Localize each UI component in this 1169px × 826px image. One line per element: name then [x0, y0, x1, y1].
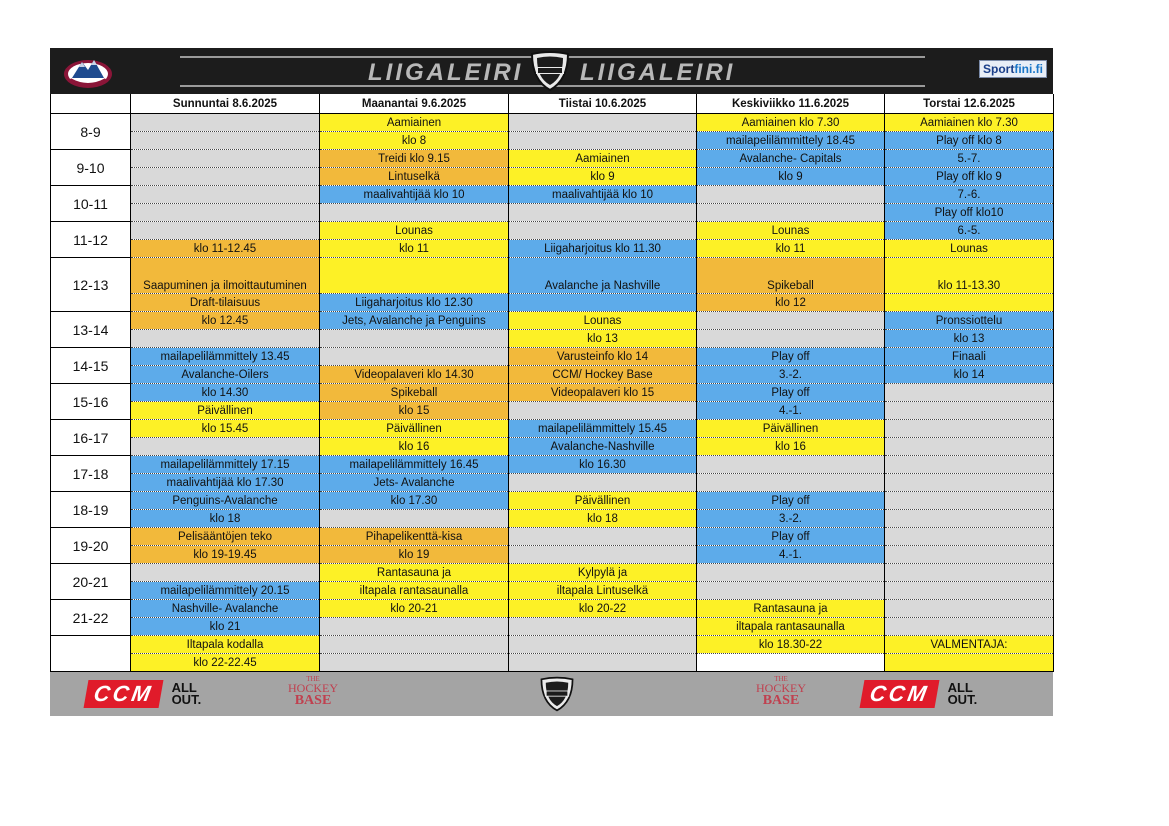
schedule-cell: Kylpylä ja — [509, 564, 697, 582]
schedule-cell — [131, 204, 320, 222]
day-header: Tiistai 10.6.2025 — [509, 94, 697, 114]
schedule-cell — [885, 654, 1054, 672]
schedule-cell: Jets, Avalanche ja Penguins — [320, 312, 509, 330]
time-slot-label: 21-22 — [51, 600, 131, 636]
schedule-cell — [320, 636, 509, 654]
time-slot-label: 8-9 — [51, 114, 131, 150]
schedule-cell: klo 14.30 — [131, 384, 320, 402]
schedule-cell — [509, 474, 697, 492]
schedule-cell — [885, 438, 1054, 456]
schedule-cell — [697, 204, 885, 222]
schedule-cell — [320, 330, 509, 348]
schedule-cell: Play off — [697, 492, 885, 510]
schedule-cell: klo 14 — [885, 366, 1054, 384]
schedule-row — [51, 510, 1054, 528]
schedule-row — [51, 546, 1054, 564]
schedule-cell: klo 21 — [131, 618, 320, 636]
schedule-cell: klo 9 — [697, 168, 885, 186]
schedule-cell — [509, 654, 697, 672]
schedule-cell: 3.-2. — [697, 366, 885, 384]
schedule-cell — [697, 564, 885, 582]
schedule-row — [51, 654, 1054, 672]
schedule-cell: iltapala Lintuselkä — [509, 582, 697, 600]
schedule-cell: Play off klo 8 — [885, 132, 1054, 150]
day-header: Keskiviikko 11.6.2025 — [697, 94, 885, 114]
schedule-cell: 3.-2. — [697, 510, 885, 528]
time-slot-label: 15-16 — [51, 384, 131, 420]
schedule-row — [51, 438, 1054, 456]
schedule-cell: Draft-tilaisuus — [131, 294, 320, 312]
schedule-cell — [885, 402, 1054, 420]
schedule-cell: klo 16.30 — [509, 456, 697, 474]
schedule-cell: Jets- Avalanche — [320, 474, 509, 492]
schedule-cell: klo 11 — [697, 240, 885, 258]
time-slot-label: 12-13 — [51, 258, 131, 312]
schedule-row — [51, 474, 1054, 492]
schedule-cell: klo 20-22 — [509, 600, 697, 618]
schedule-row — [51, 492, 1054, 510]
schedule-row — [51, 384, 1054, 402]
schedule-cell: Iltapala kodalla — [131, 636, 320, 654]
schedule-cell: iltapala rantasaunalla — [697, 618, 885, 636]
schedule-cell — [320, 204, 509, 222]
schedule-row — [51, 186, 1054, 204]
schedule-row — [51, 132, 1054, 150]
schedule-cell: Pronssiottelu — [885, 312, 1054, 330]
nhl-shield-icon — [538, 675, 576, 718]
schedule-cell: 7.-6. — [885, 186, 1054, 204]
time-slot-label: 13-14 — [51, 312, 131, 348]
hockey-base-line2: HOCKEY — [756, 681, 806, 695]
schedule-cell: Videopalaveri klo 14.30 — [320, 366, 509, 384]
schedule-cell: Play off klo10 — [885, 204, 1054, 222]
schedule-cell: Lounas — [509, 312, 697, 330]
schedule-cell — [320, 348, 509, 366]
schedule-cell — [885, 564, 1054, 582]
schedule-cell — [509, 546, 697, 564]
ccm-tagline — [172, 682, 202, 706]
time-slot-label: 14-15 — [51, 348, 131, 384]
schedule-row — [51, 618, 1054, 636]
schedule-cell — [131, 330, 320, 348]
schedule-cell: Videopalaveri klo 15 — [509, 384, 697, 402]
schedule-row — [51, 528, 1054, 546]
title-right: LIIGALEIRI — [580, 59, 736, 86]
schedule-cell: klo 9 — [509, 168, 697, 186]
nhl-shield-icon — [528, 50, 572, 97]
schedule-cell: Lounas — [885, 240, 1054, 258]
schedule-cell: klo 19-19.45 — [131, 546, 320, 564]
schedule-row — [51, 420, 1054, 438]
schedule-cell: Varusteinfo klo 14 — [509, 348, 697, 366]
schedule-cell: Saapuminen ja ilmoittautuminen — [131, 258, 320, 294]
schedule-cell — [697, 582, 885, 600]
sponsor-footer — [50, 672, 1053, 716]
schedule-cell: mailapelilämmittely 20.15 — [131, 582, 320, 600]
schedule-cell: klo 15.45 — [131, 420, 320, 438]
schedule-cell — [509, 528, 697, 546]
schedule-cell — [320, 510, 509, 528]
sportfini-logo — [979, 60, 1047, 78]
schedule-cell — [131, 222, 320, 240]
ccm-tagline-line1: ALL — [171, 680, 197, 695]
schedule-cell: klo 16 — [320, 438, 509, 456]
schedule-cell: Play off klo 9 — [885, 168, 1054, 186]
schedule-cell: Finaali — [885, 348, 1054, 366]
schedule-table — [50, 94, 1054, 672]
schedule-cell — [885, 600, 1054, 618]
schedule-cell: CCM/ Hockey Base — [509, 366, 697, 384]
schedule-cell: Rantasauna ja — [697, 600, 885, 618]
time-slot-label: 10-11 — [51, 186, 131, 222]
ccm-logo-left — [86, 680, 201, 708]
schedule-cell: klo 13 — [509, 330, 697, 348]
schedule-cell: 4.-1. — [697, 402, 885, 420]
schedule-cell: Treidi klo 9.15 — [320, 150, 509, 168]
schedule-cell — [131, 150, 320, 168]
schedule-cell: Play off — [697, 528, 885, 546]
schedule-cell: 6.-5. — [885, 222, 1054, 240]
schedule-cell — [885, 582, 1054, 600]
schedule-cell: Nashville- Avalanche — [131, 600, 320, 618]
schedule-cell — [320, 654, 509, 672]
schedule-cell — [131, 186, 320, 204]
schedule-row — [51, 114, 1054, 132]
schedule-cell: Päivällinen — [131, 402, 320, 420]
schedule-cell: Play off — [697, 348, 885, 366]
schedule-cell — [885, 528, 1054, 546]
schedule-row — [51, 222, 1054, 240]
schedule-cell: maalivahtijää klo 17.30 — [131, 474, 320, 492]
schedule-row — [51, 636, 1054, 654]
schedule-cell: Penguins-Avalanche — [131, 492, 320, 510]
day-header: Torstai 12.6.2025 — [885, 94, 1054, 114]
schedule-cell: Lintuselkä — [320, 168, 509, 186]
schedule-cell — [509, 114, 697, 132]
schedule-cell: Päivällinen — [697, 420, 885, 438]
schedule-cell: klo 12.45 — [131, 312, 320, 330]
schedule-cell — [885, 456, 1054, 474]
schedule-cell: klo 11-13.30 — [885, 258, 1054, 294]
hockey-base-line3: BASE — [294, 693, 332, 708]
day-header: Maanantai 9.6.2025 — [320, 94, 509, 114]
schedule-row — [51, 456, 1054, 474]
schedule-row — [51, 330, 1054, 348]
schedule-cell: mailapelilämmittely 16.45 — [320, 456, 509, 474]
schedule-cell — [131, 168, 320, 186]
schedule-cell: mailapelilämmittely 15.45 — [509, 420, 697, 438]
schedule-row — [51, 240, 1054, 258]
schedule-row — [51, 150, 1054, 168]
schedule-cell — [697, 474, 885, 492]
schedule-cell — [131, 114, 320, 132]
time-slot-label: 16-17 — [51, 420, 131, 456]
schedule-cell: Pelisääntöjen teko — [131, 528, 320, 546]
day-header: Sunnuntai 8.6.2025 — [131, 94, 320, 114]
schedule-row — [51, 204, 1054, 222]
schedule-cell — [509, 132, 697, 150]
schedule-cell — [509, 222, 697, 240]
schedule-cell: Spikeball — [320, 384, 509, 402]
schedule-cell: maalivahtijää klo 10 — [509, 186, 697, 204]
schedule-cell: Spikeball — [697, 258, 885, 294]
schedule-cell: iltapala rantasaunalla — [320, 582, 509, 600]
schedule-cell — [697, 330, 885, 348]
schedule-cell — [509, 294, 697, 312]
schedule-cell — [885, 420, 1054, 438]
schedule-cell: Pihapelikenttä-kisa — [320, 528, 509, 546]
schedule-row — [51, 258, 1054, 294]
ccm-tagline-line1: ALL — [947, 680, 973, 695]
schedule-cell — [885, 546, 1054, 564]
schedule-cell — [885, 474, 1054, 492]
ccm-tagline-line2: OUT. — [947, 692, 978, 707]
ccm-logo-right — [862, 680, 977, 708]
schedule-cell: 4.-1. — [697, 546, 885, 564]
schedule-cell: Play off — [697, 384, 885, 402]
schedule-row — [51, 402, 1054, 420]
schedule-cell: Aamiainen klo 7.30 — [885, 114, 1054, 132]
schedule-cell: maalivahtijää klo 10 — [320, 186, 509, 204]
schedule-cell: Rantasauna ja — [320, 564, 509, 582]
schedule-cell — [131, 438, 320, 456]
schedule-cell — [885, 492, 1054, 510]
schedule-cell: Lounas — [320, 222, 509, 240]
schedule-row — [51, 348, 1054, 366]
schedule-row — [51, 366, 1054, 384]
schedule-cell — [509, 204, 697, 222]
time-slot-label: 18-19 — [51, 492, 131, 528]
schedule-cell — [320, 618, 509, 636]
schedule-cell — [885, 294, 1054, 312]
schedule-cell: klo 12 — [697, 294, 885, 312]
schedule-header — [50, 48, 1053, 94]
ccm-wordmark: CCM — [84, 680, 164, 708]
schedule-cell — [697, 456, 885, 474]
schedule-cell: Liigaharjoitus klo 12.30 — [320, 294, 509, 312]
schedule-cell — [885, 618, 1054, 636]
schedule-cell: klo 17.30 — [320, 492, 509, 510]
schedule-cell: klo 15 — [320, 402, 509, 420]
schedule-row — [51, 312, 1054, 330]
schedule-cell: klo 16 — [697, 438, 885, 456]
time-slot-label: 20-21 — [51, 564, 131, 600]
time-slot-label: 17-18 — [51, 456, 131, 492]
schedule-cell — [320, 258, 509, 294]
schedule-cell: klo 19 — [320, 546, 509, 564]
schedule-cell — [697, 654, 885, 672]
schedule-cell: 5.-7. — [885, 150, 1054, 168]
schedule-cell: klo 8 — [320, 132, 509, 150]
schedule-cell: Päivällinen — [320, 420, 509, 438]
schedule-cell: klo 11-12.45 — [131, 240, 320, 258]
ccm-tagline — [948, 682, 978, 706]
schedule-cell: klo 11 — [320, 240, 509, 258]
schedule-cell — [697, 312, 885, 330]
ccm-tagline-line2: OUT. — [171, 692, 202, 707]
hockey-base-logo-right — [756, 675, 806, 707]
schedule-cell: klo 18.30-22 — [697, 636, 885, 654]
schedule-cell: klo 13 — [885, 330, 1054, 348]
schedule-cell — [131, 564, 320, 582]
schedule-cell: mailapelilämmittely 18.45 — [697, 132, 885, 150]
time-slot-label — [51, 636, 131, 672]
schedule-row — [51, 168, 1054, 186]
schedule-cell: Aamiainen — [320, 114, 509, 132]
hockey-base-line1: THE — [306, 675, 320, 683]
schedule-cell: klo 18 — [131, 510, 320, 528]
title-left: LIIGALEIRI — [368, 59, 524, 86]
sponsor-part-1: Sport — [982, 62, 1015, 76]
schedule-cell — [697, 186, 885, 204]
schedule-cell — [131, 132, 320, 150]
hockey-base-line1: THE — [774, 675, 788, 683]
schedule-cell — [509, 636, 697, 654]
schedule-cell — [509, 618, 697, 636]
hockey-base-line2: HOCKEY — [288, 681, 338, 695]
time-slot-label: 11-12 — [51, 222, 131, 258]
schedule-cell: Avalanche-Nashville — [509, 438, 697, 456]
sponsor-part-2: fini.fi — [1014, 62, 1043, 76]
schedule-cell: klo 18 — [509, 510, 697, 528]
schedule-cell: Päivällinen — [509, 492, 697, 510]
schedule-cell: Avalanche-Oilers — [131, 366, 320, 384]
avalanche-logo-icon — [60, 50, 116, 97]
schedule-cell: Liigaharjoitus klo 11.30 — [509, 240, 697, 258]
schedule-cell — [885, 384, 1054, 402]
schedule-cell: Aamiainen klo 7.30 — [697, 114, 885, 132]
schedule-row — [51, 582, 1054, 600]
hockey-base-logo-left — [288, 675, 338, 707]
ccm-wordmark: CCM — [860, 680, 940, 708]
schedule-cell: mailapelilämmittely 17.15 — [131, 456, 320, 474]
schedule-cell — [509, 402, 697, 420]
schedule-row — [51, 294, 1054, 312]
schedule-cell: Avalanche ja Nashville — [509, 258, 697, 294]
hockey-base-line3: BASE — [762, 693, 800, 708]
schedule-row — [51, 564, 1054, 582]
time-slot-label: 9-10 — [51, 150, 131, 186]
schedule-cell: Avalanche- Capitals — [697, 150, 885, 168]
schedule-cell: klo 20-21 — [320, 600, 509, 618]
schedule-row — [51, 600, 1054, 618]
schedule-cell: mailapelilämmittely 13.45 — [131, 348, 320, 366]
schedule-cell: Aamiainen — [509, 150, 697, 168]
schedule-sheet — [50, 48, 1053, 716]
time-slot-label: 19-20 — [51, 528, 131, 564]
schedule-cell: Lounas — [697, 222, 885, 240]
schedule-cell — [885, 510, 1054, 528]
schedule-cell: klo 22-22.45 — [131, 654, 320, 672]
schedule-cell: VALMENTAJA: — [885, 636, 1054, 654]
